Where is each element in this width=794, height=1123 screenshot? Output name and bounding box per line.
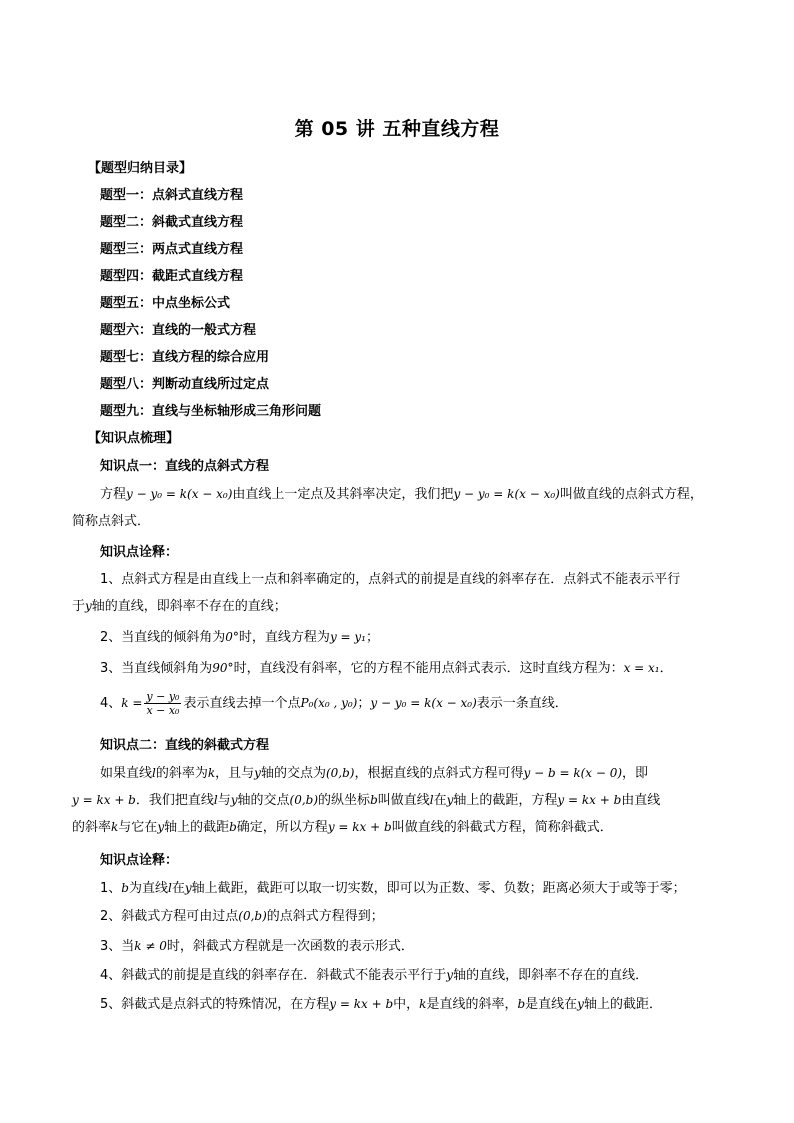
kp2-note-heading: 知识点诠释： [100, 853, 179, 868]
catalog-item: 题型三：两点式直线方程 [100, 242, 244, 257]
catalog-item: 题型七：直线方程的综合应用 [100, 350, 270, 365]
kp1-definition: 方程y − y₀ = k(x − x₀)由直线上一定点及其斜率决定，我们把y − y₀ = k(x − x₀)叫做直线的点斜式方程， 简称点斜式． [72, 487, 703, 529]
slope-fraction: $\frac{\text{y − y₀}}{\text{x − x₀}}$ [146, 690, 180, 717]
catalog-item: 题型四：截距式直线方程 [100, 269, 244, 284]
kp1-notes: 1、点斜式方程是由直线上一点和斜率确定的，点斜式的前提是直线的斜率存在．点斜式不能表示平行 于y轴的直线，即斜率不存在的直线； 2、当直线的倾斜角为0°时，直线方程为y = y₁； 3、当直线倾斜角为90°时，直线没有斜率，它的方程不能用点斜式表示．这时直线方程为：x = x₁． [72, 572, 681, 676]
catalog-item: 题型一：点斜式直线方程 [100, 188, 244, 203]
catalog-item: 题型五：中点坐标公式 [100, 296, 231, 311]
knowledge-header: 【知识点梳理】 [88, 431, 180, 446]
kp1-note-4: 4、k = $\frac{\text{y − y₀}}{\text{x − x₀}}$ 表示直线去掉一个点P₀(x₀ , y₀)；y − y₀ = k(x − x₀)表示一条直线． [100, 690, 568, 717]
kp2-notes: 1、b为直线l在y轴上截距，截距可以取一切实数，即可以为正数、零、负数；距离必须大于或等于零； 2、斜截式方程可由过点(0,b)的点斜式方程得到； 3、当k ≠ 0时，斜截式方程就是一次函数的表示形式． 4、斜截式的前提是直线的斜率存在．斜截式不能表示平行于y轴的直线，即斜率不存在的直线． 5、斜截式是点斜式的特殊情况，在方程y = kx + b中，k是直线的斜率，b是直线在y轴上的截距． [100, 881, 686, 1012]
kp1-note-heading: 知识点诠释： [100, 545, 179, 560]
point-slope-equation: y − y₀ = k(x − x₀) [126, 487, 233, 501]
catalog-item: 题型八：判断动直线所过定点 [100, 377, 270, 392]
catalog-header: 【题型归纳目录】 [88, 161, 193, 176]
kp2-heading: 知识点二：直线的斜截式方程 [100, 738, 270, 753]
kp2-definition: 如果直线l的斜率为k，且与y轴的交点为(0,b)，根据直线的点斜式方程可得y − b = k(x − 0)，即 y = kx + b．我们把直线l与y轴的交点(0,b)的纵坐标b叫做直线l在y轴上的截距，方程y = kx + b由直线 的斜率k与它在y轴上的截距b确定，所以方程y = kx + b叫做直线的斜截式方程，简称斜截式． [72, 766, 661, 835]
page-title: 第 05 讲 五种直线方程 [294, 118, 500, 140]
catalog-item: 题型九：直线与坐标轴形成三角形问题 [100, 404, 322, 419]
catalog-item: 题型六：直线的一般式方程 [100, 323, 257, 338]
catalog-item: 题型二：斜截式直线方程 [100, 215, 244, 230]
kp1-heading: 知识点一：直线的点斜式方程 [100, 459, 270, 474]
